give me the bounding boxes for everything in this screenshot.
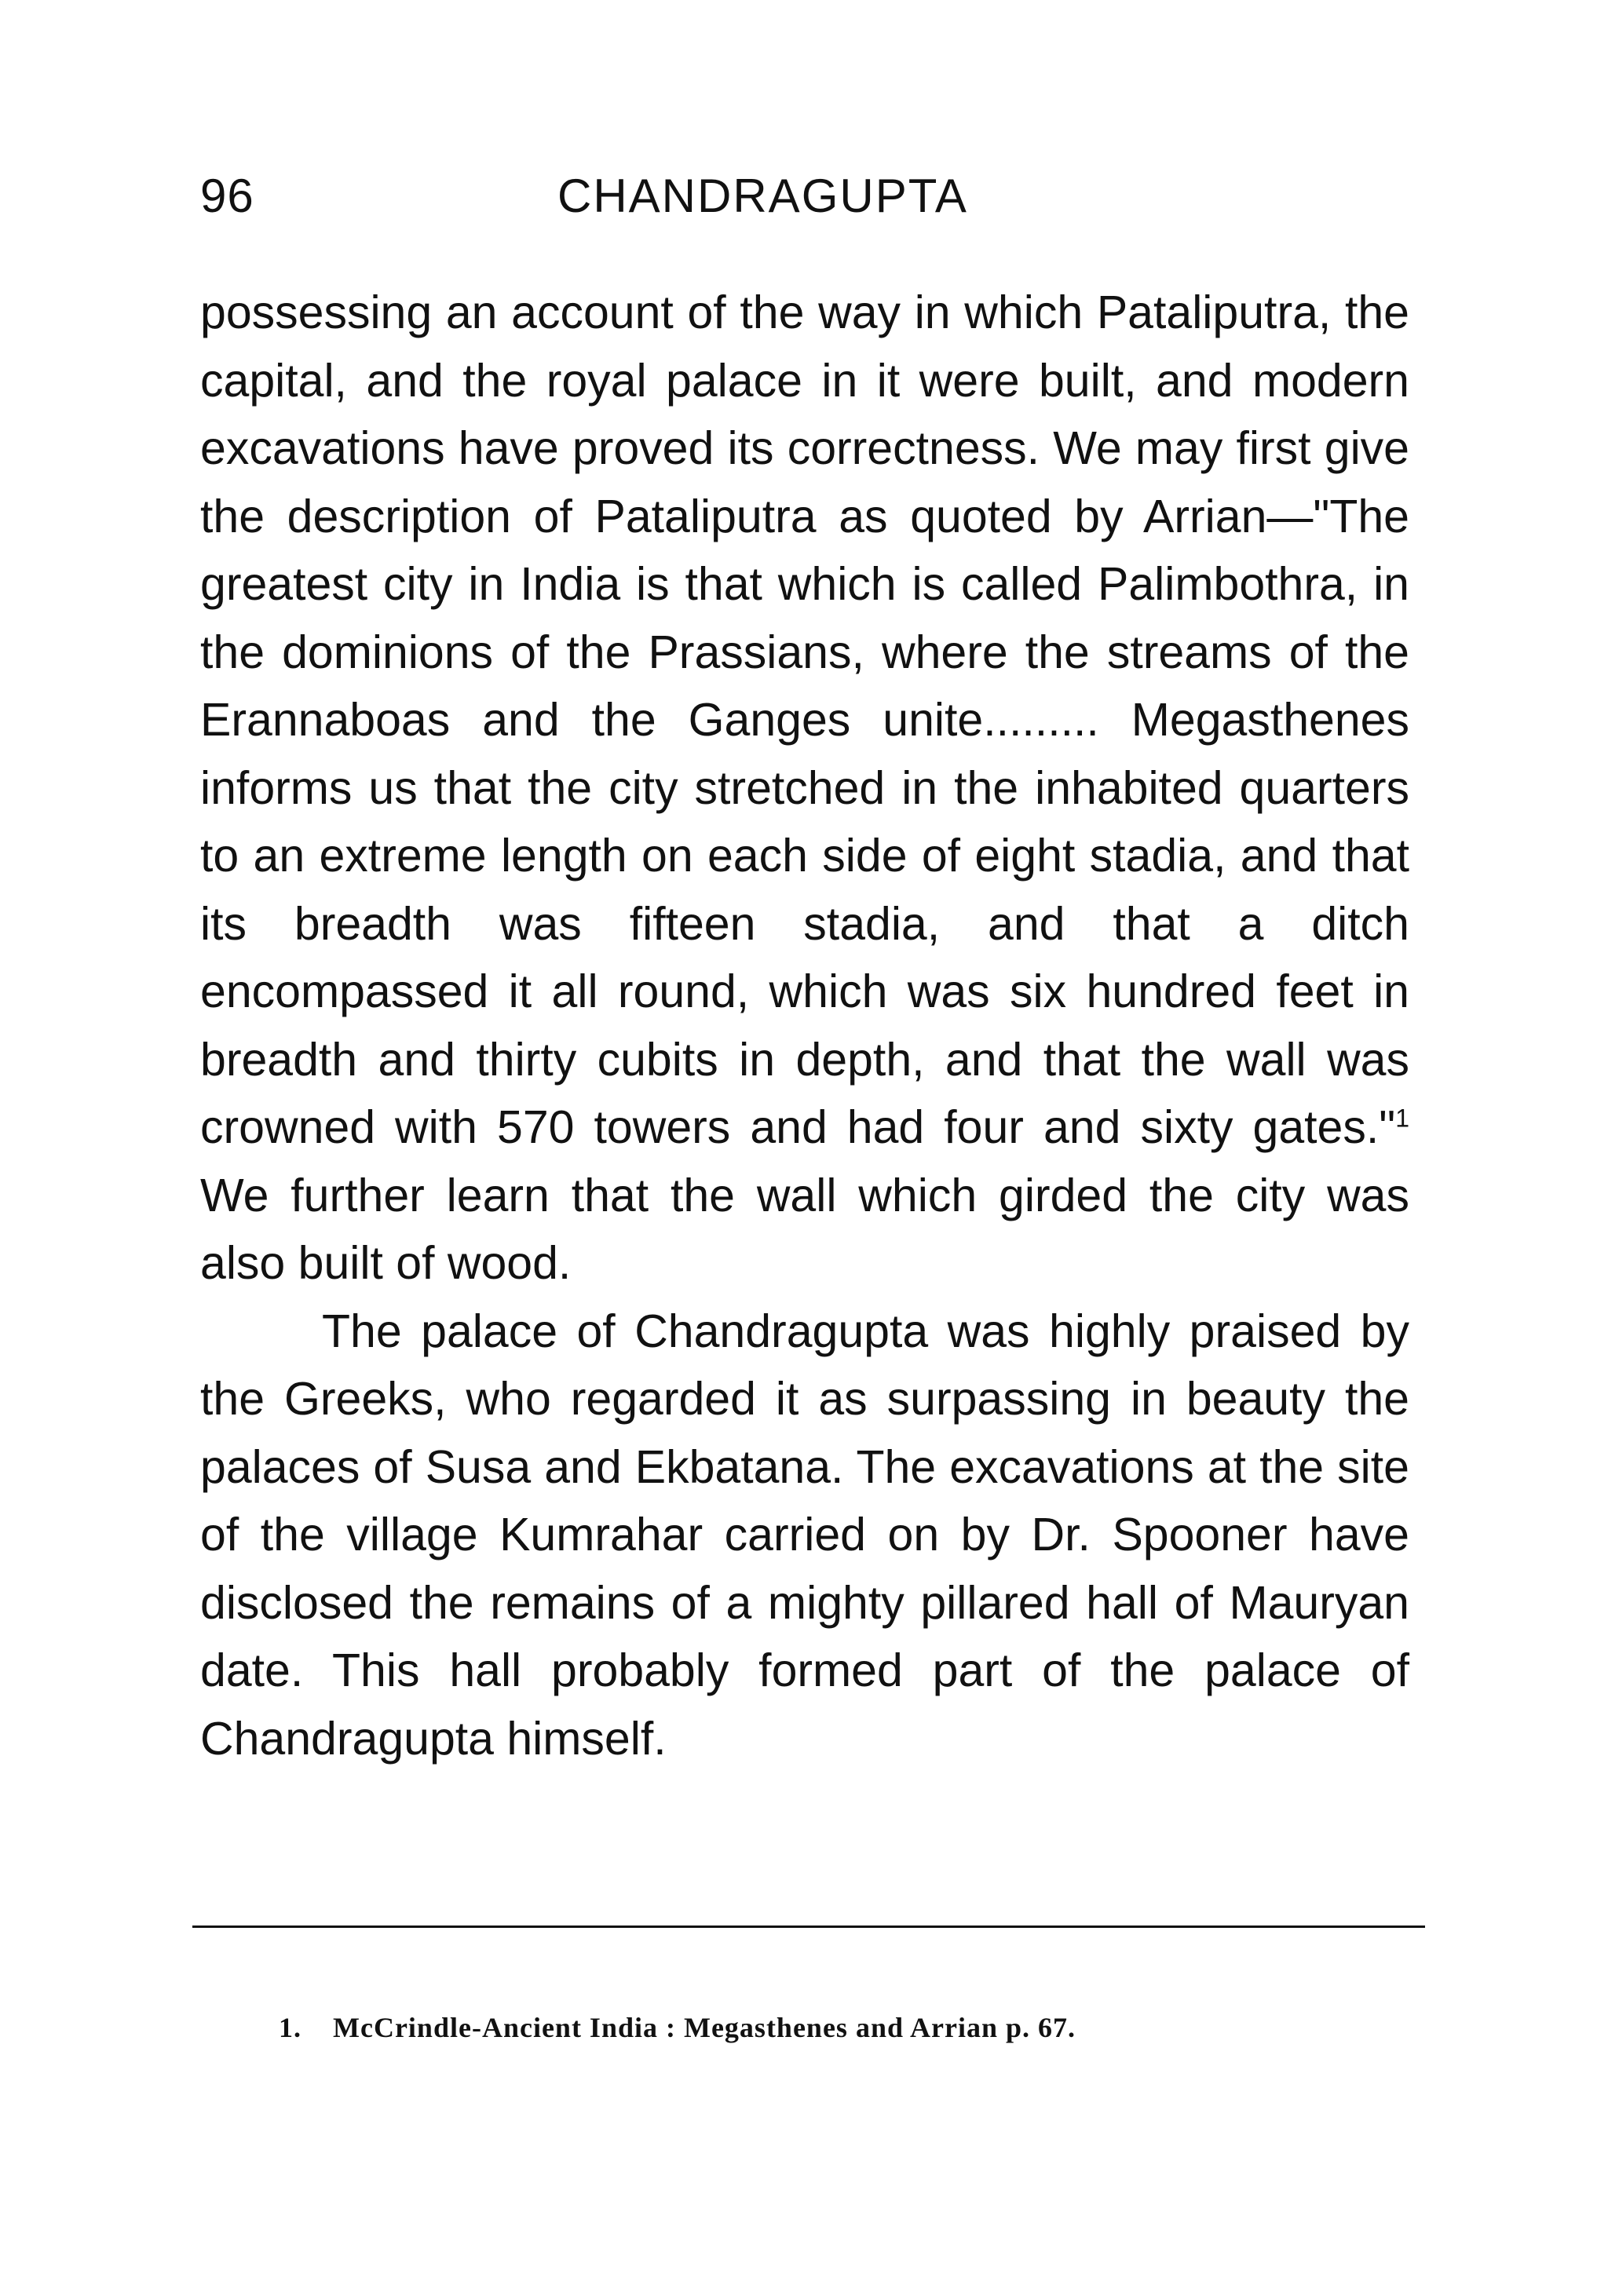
body-text bbox=[200, 279, 1409, 1772]
running-head bbox=[200, 161, 1409, 232]
footnote-number: 1. bbox=[279, 2012, 302, 2043]
footnote-text: McCrindle-Ancient India : Megasthenes and Arrian p. 67. bbox=[333, 2012, 1076, 2043]
running-title: CHANDRAGUPTA bbox=[557, 170, 968, 222]
footnote bbox=[279, 2011, 1076, 2044]
paragraph-2: The palace of Chandragupta was highly praised by the Greeks, who regarded it as surpassing in beauty the palaces of Susa and Ekbatana. The excavations at the site of the village Kumrahar carried on by Dr. Spooner have disclosed the remains of a mighty pillared hall of Mauryan date. This hall probably formed part of the palace of Chandragupta himself. bbox=[200, 1305, 1409, 1765]
paragraph-1-end: We further learn that the wall which girded the city was also built of wood. bbox=[200, 1169, 1409, 1289]
paragraph-1 bbox=[200, 279, 1409, 1298]
page-number: 96 bbox=[200, 170, 254, 222]
footnote-rule bbox=[192, 1926, 1425, 1928]
book-page bbox=[200, 0, 1409, 2296]
footnote-reference: 1 bbox=[1395, 1104, 1409, 1133]
paragraph-1-text: possessing an account of the way in which Pataliputra, the capital, and the royal palace in it were built, and modern excavations have proved its correctness. We may first give the description of Pataliputra as quoted by Arrian—"The greatest city in India is that which is called Palimbothra, in the dominions of the Prassians, where the streams of the Erannaboas and the Ganges unite......... Megasthenes informs us that the city stretched in the inhabited quarters to an extreme length on each side of eight stadia, and that its breadth was fifteen stadia, and that a ditch encompassed it all round, which was six hundred feet in breadth and thirty cubits in depth, and that the wall was crowned with 570 towers and had four and sixty gates." bbox=[200, 287, 1409, 1153]
